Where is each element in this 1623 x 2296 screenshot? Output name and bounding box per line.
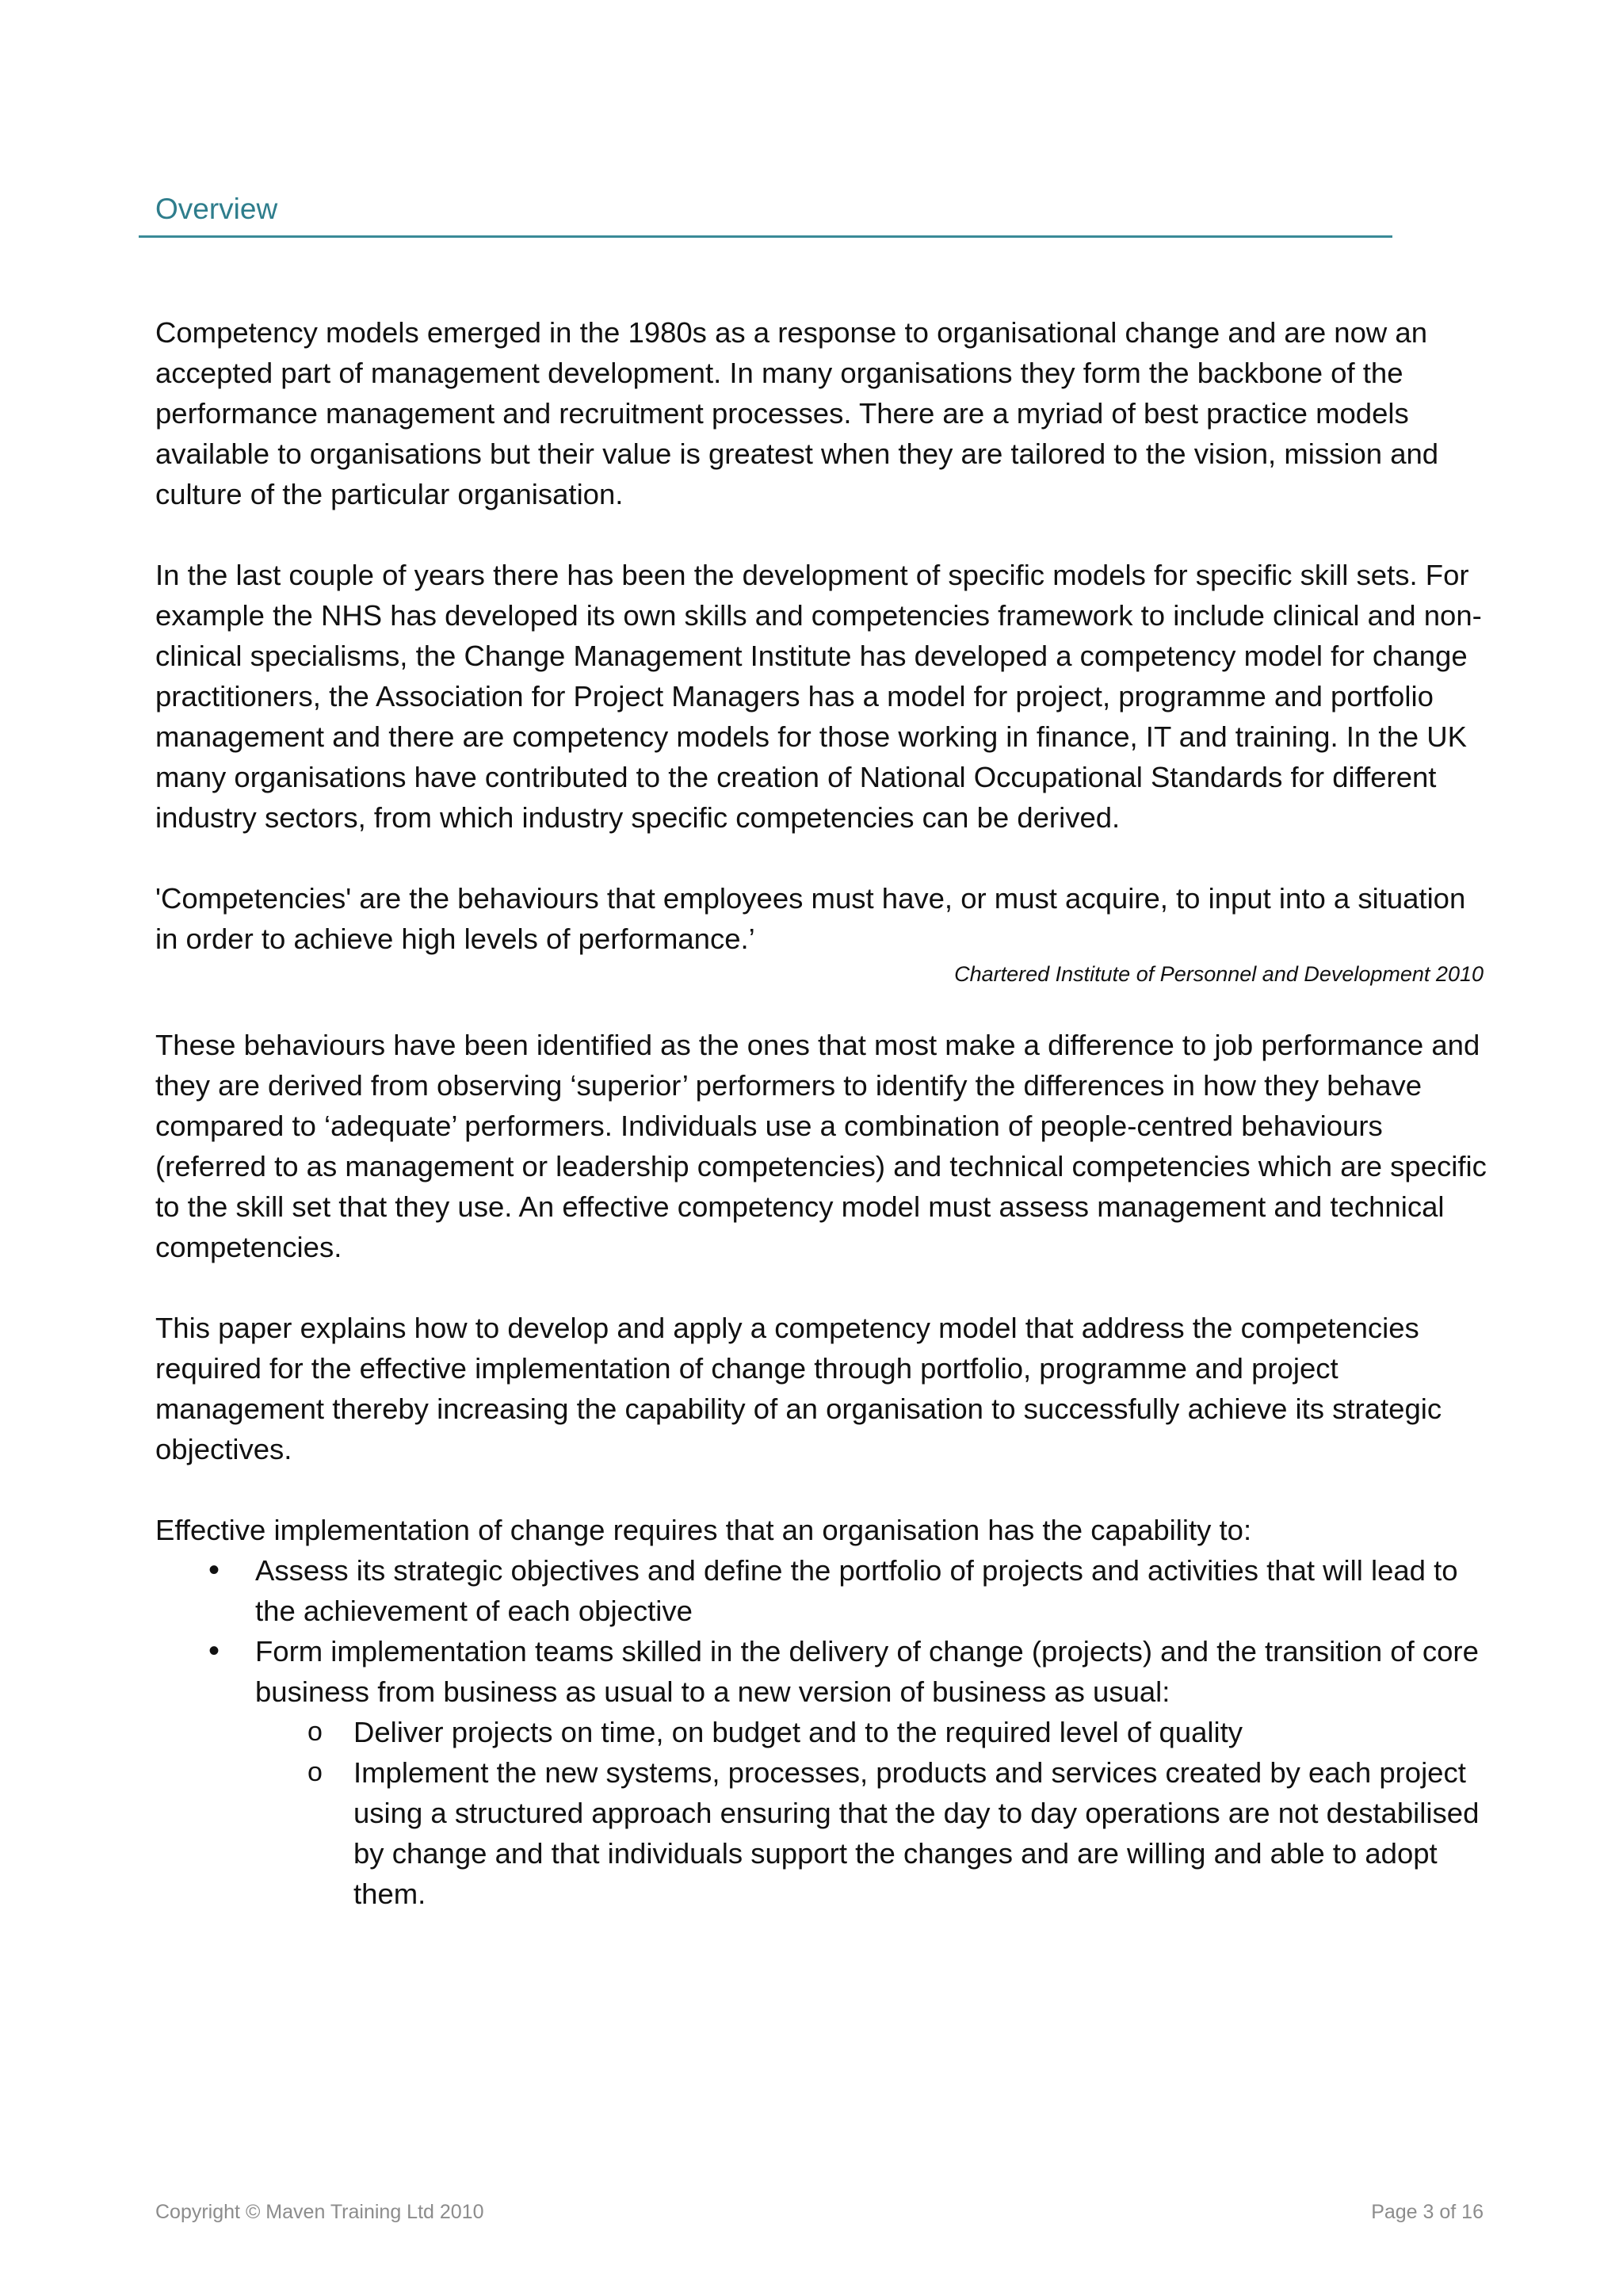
bullet-item-text: Form implementation teams skilled in the delivery of change (projects) and the transition of core business from business as usual to a new version of business as usual: <box>255 1635 1479 1708</box>
footer-page-number: Page 3 of 16 <box>1371 2201 1484 2223</box>
sub-bullet-list <box>255 1712 1487 1914</box>
bullet-item-2 <box>255 1631 1487 1914</box>
quote-attribution: Chartered Institute of Personnel and Development 2010 <box>954 962 1484 986</box>
paragraph-1: Competency models emerged in the 1980s as a response to organisational change and are now an accepted part of management development. In many organisations they form the backbone of the performance management and recruitment processes. There are a myriad of best practice models available to organisations but their value is greatest when they are tailored to the vision, mission and culture of the particular organisation. <box>155 316 1439 510</box>
footer-copyright: Copyright © Maven Training Ltd 2010 <box>155 2201 484 2223</box>
paragraph-3: These behaviours have been identified as the ones that most make a difference to job performance and they are derived from observing ‘superior’ performers to identify the differences in how they behave compared to ‘adequate’ performers. Individuals use a combination of people-centred behaviours (referred to as management or leadership competencies) and technical competencies which are specific to the skill set that they use. An effective competency model must assess management and technical competencies. <box>155 1029 1487 1263</box>
bullet-list <box>155 1550 1487 1914</box>
document-body <box>155 312 1487 1914</box>
section-heading: Overview <box>155 193 278 225</box>
paragraph-4: This paper explains how to develop and apply a competency model that address the competencies required for the effective implementation of change through portfolio, programme and project management thereby increasing the capability of an organisation to successfully achieve its strategic objectives. <box>155 1312 1442 1465</box>
list-intro: Effective implementation of change requires that an organisation has the capability to: <box>155 1514 1252 1546</box>
bullet-item-text: Assess its strategic objectives and define the portfolio of projects and activities that will lead to the achievement of each objective <box>255 1554 1458 1627</box>
sub-bullet-item-1: o Deliver projects on time, on budget and to the required level of quality <box>353 1712 1487 1752</box>
quote-text: 'Competencies' are the behaviours that employees must have, or must acquire, to input into a situation in order to achieve high levels of performance.’ <box>155 882 1466 955</box>
heading-underline <box>139 235 1392 238</box>
bullet-item-1 <box>255 1550 1487 1631</box>
sub-bullet-item-2: o Implement the new systems, processes, products and services created by each project using a structured approach ensuring that the day to day operations are not destabilised by change and that individuals support the changes and are willing and able to adopt them. <box>353 1752 1487 1914</box>
paragraph-2: In the last couple of years there has been the development of specific models for specific skill sets. For example the NHS has developed its own skills and competencies framework to include clinical and non-clinical specialisms, the Change Management Institute has developed a competency model for change practitioners, the Association for Project Managers has a model for project, programme and portfolio management and there are competency models for those working in finance, IT and training. In the UK many organisations have contributed to the creation of National Occupational Standards for different industry sectors, from which industry specific competencies can be derived. <box>155 559 1482 834</box>
